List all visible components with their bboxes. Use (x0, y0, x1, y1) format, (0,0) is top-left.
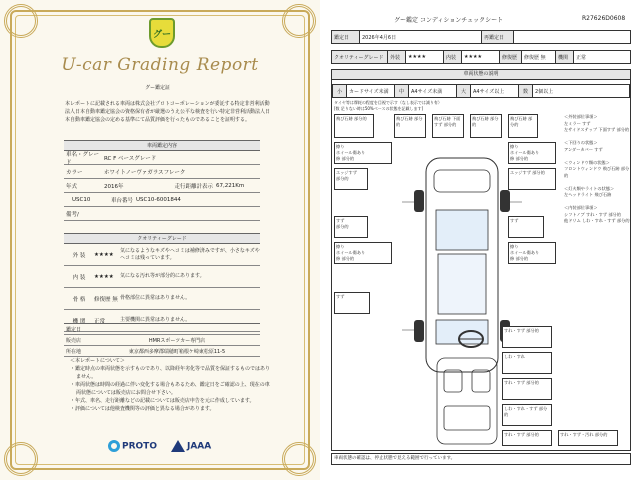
legend-line: ＜灯火類やライトの状態＞ (564, 185, 615, 191)
interior-seats-icon (432, 356, 502, 446)
quality-stars: 正常 (94, 318, 106, 325)
legend-line: 左ミラー すず (564, 120, 591, 126)
legend-line: ＜ウィンドウ類の状態＞ (564, 159, 610, 165)
address-row (64, 346, 260, 357)
callout: 飛び石跡 部分的 (394, 114, 426, 138)
ext-value: ★★★★ (406, 51, 444, 64)
chassis-value: USC10-6001844 (136, 196, 181, 203)
quality-comment: 骨格部位に異常はありません。 (120, 295, 191, 301)
intro-text: 本レポートに記載される車両は株式会社プロトコーポレーションが委託する特定非営利活動法人日本自動車鑑定協会の資格保有者が厳選のうえ公平な検査を行い特定非営利活動法人日本自動車鑑定協会の定める基準にて品質評価を行ったものであることを証明する。 (65, 101, 271, 123)
report-title: U-car Grading Report (61, 55, 259, 75)
goo-logo-text: グー (152, 29, 171, 40)
mileage-value: 67,221Km (216, 182, 245, 189)
quality-comment: 気になるようなキズやヘコミは補修済みですが、小さなキズやヘコミは残っています。 (120, 247, 260, 261)
reinspect-date (514, 31, 631, 44)
color-row (64, 165, 260, 179)
legend-line: 左サイドステップ 下面すず 部分的 (564, 127, 630, 132)
jaaa-logo-icon (171, 440, 185, 452)
goo-logo (149, 18, 175, 48)
quality-row-interior (64, 266, 260, 288)
vehicle-section-head: 車両鑑定内容 (64, 140, 260, 151)
dealer-value: HMRスポーツカー専門店 (148, 337, 206, 344)
model-label: 車名・グレード (66, 151, 100, 166)
year-row (64, 179, 260, 193)
callout: すず (334, 292, 370, 314)
size-mid: 中 (395, 85, 409, 98)
legend-line: ＜下回りの状態＞ (564, 140, 598, 145)
proto-logo-text: PROTO (122, 441, 157, 452)
callout: エッジすず 部分的 (508, 168, 556, 190)
callout: 飛び石跡 部分的 (470, 114, 502, 138)
chassis-label: 車台番号 (110, 197, 133, 204)
engine-value: 正常 (574, 51, 631, 64)
legend-line: 左ヘッドライト 飛び石跡 (564, 192, 612, 197)
sheet-title: グー鑑定 コンディションチェックシート (394, 17, 504, 24)
quality-label: 外 装 (72, 252, 86, 259)
size-large-desc: A4サイズ以上 (471, 85, 519, 98)
footer-logos (108, 440, 211, 452)
quality-label: 機 関 (72, 318, 86, 325)
callout: すず 部分的 (334, 216, 368, 238)
dealer-label: 販売店 (66, 337, 82, 344)
engine-label: 機関 (556, 51, 574, 64)
frame-label: 修復歴 (500, 51, 522, 64)
grade-label: クオリティーグレード (332, 51, 388, 64)
certificate-label: グー鑑定証 (145, 85, 171, 91)
inspect-date-label: 鑑定日 (66, 326, 82, 333)
report-notes (70, 357, 270, 413)
ornament-corner (4, 4, 38, 38)
note-item: ・車両状態は時間の経過に伴い変化する場合もあるため、鑑定日をご確認の上、現在の車両状態については販売店にお問合せ下さい。 (70, 382, 270, 396)
size-mid-desc: A4サイズ未満 (409, 85, 457, 98)
legend-line: ＜内装部位事項＞ (564, 205, 598, 210)
size-large: 大 (457, 85, 471, 98)
legend-line: フロントウィンドウ 飛び石跡 部分的 (564, 166, 630, 178)
note-item: ・年式、車名、走行距離などの記載については販売店申告を元に作成しています。 (70, 398, 255, 404)
jaaa-logo (171, 440, 211, 452)
int-label: 内装 (444, 51, 462, 64)
inspect-label: 鑑定日 (332, 31, 360, 44)
int-value: ★★★★ (462, 51, 500, 64)
quality-stars: ★★★★ (94, 251, 114, 258)
quality-section (64, 233, 260, 332)
callout: エッジすず 部分的 (334, 168, 368, 190)
inspect-date: 2026年4月6日 (360, 31, 482, 44)
type-code: USC10 (72, 196, 91, 203)
size-legend (332, 84, 630, 98)
model-row (64, 151, 260, 165)
dealer-section (64, 323, 260, 357)
callout: すれ・すず 部分的 (502, 326, 552, 348)
chassis-row (64, 193, 260, 207)
steering-wheel-icon (456, 328, 486, 350)
diagram-head: 車両状態の説明 (331, 69, 631, 80)
quality-row-exterior (64, 244, 260, 266)
condition-diagram (331, 80, 631, 451)
mileage-label: 走行距離計表示 (174, 183, 213, 190)
ornament-corner (282, 4, 316, 38)
proto-logo (108, 440, 157, 452)
dealer-row (64, 335, 260, 346)
callout: 擦り ホイール傷あり 修 部分的 (334, 242, 392, 264)
legend-line: ＜外装部位事項＞ (564, 114, 598, 119)
callout: すれ・すず 部分的 (502, 430, 552, 446)
year-label: 年式 (66, 183, 78, 190)
proto-logo-icon (108, 440, 120, 452)
count-value: 2個以上 (533, 85, 630, 98)
quality-label: 内 装 (72, 274, 86, 281)
grade-table (331, 50, 631, 64)
condition-legend (564, 114, 630, 225)
quality-comment: 気になる汚れ等が部分的にあります。 (120, 273, 205, 279)
diagram-note: タイヤ等は摩耗の程度を目視で示す（なし表示では減り有） [数 足りない時は50%ベースの状態を記載します] (334, 100, 442, 111)
callout: すれ・すず 部分的 (502, 378, 552, 400)
note-item: ・鑑定時点の車両状態を示すものであり、以降経年劣化等で品質を保証するものではありません。 (70, 366, 271, 380)
legend-line: アンダーカバー すず (564, 146, 603, 152)
callout: しわ・すれ (502, 352, 552, 374)
quality-stars: ★★★★ (94, 273, 114, 280)
quality-comment: 主要機関に異常はありません。 (120, 317, 191, 323)
size-small-desc: カードサイズ未満 (347, 85, 395, 98)
jaaa-logo-text: JAAA (186, 441, 212, 452)
condition-check-sheet (320, 0, 640, 480)
date-table (331, 30, 631, 44)
frame-value: 修復歴 無 (522, 51, 556, 64)
remarks-row (64, 207, 260, 221)
reinspect-label: 再鑑定日 (482, 31, 514, 44)
quality-row-frame (64, 288, 260, 310)
quality-label: 骨 格 (72, 296, 86, 303)
ornament-corner (282, 442, 316, 476)
legend-line: シフトノブ すれ・すず 部分的 (564, 211, 621, 217)
callout: しわ・すれ・すず 部分的 (502, 404, 552, 426)
remarks-label: 備考/ (66, 211, 79, 218)
address-label: 所在地 (66, 348, 82, 355)
callout: すれ・すず・汚れ 部分的 (558, 430, 618, 446)
model-value: RC F ベースグレード (104, 155, 157, 162)
notes-heading: ＜本レポートについて＞ (70, 358, 125, 364)
size-small: 小 (333, 85, 347, 98)
ornament-corner (4, 442, 38, 476)
quality-stars: 修復歴 無 (94, 296, 118, 303)
legend-line: 他ドリム しわ・すれ・すず 部分的 (564, 218, 630, 223)
callout: 飛び石跡 部分的 (334, 114, 374, 138)
quality-section-head: クオリティーグレード (64, 233, 260, 244)
callout: 擦り ホイール傷あり 修 部分的 (508, 142, 556, 164)
address-value: 東京都西多摩郡瑞穂町箱根ケ崎東松原11-5 (128, 348, 226, 355)
color-value: ホワイトノーヴァガラスフレーク (104, 169, 186, 176)
count-label: 数 (519, 85, 533, 98)
callout: 擦り ホイール傷あり 修 部分的 (508, 242, 556, 264)
color-label: カラー (66, 169, 83, 176)
sheet-footer: 車両状態の確認は、停止状態で見える範囲で行っています。 (331, 453, 631, 465)
inspect-date-row (64, 324, 260, 335)
sheet-code: R27626D0608 (582, 15, 626, 22)
callout: 飛び石跡 部分的 (508, 114, 538, 138)
vehicle-section (64, 140, 260, 221)
note-item: ・評価については他検査機関等の評価と異なる場合があります。 (70, 406, 215, 412)
callout: 擦り ホイール傷あり 修 部分的 (334, 142, 392, 164)
callout: 飛び石跡 下面すず 部分的 (432, 114, 464, 138)
callout: すず (508, 216, 544, 238)
year-value: 2016年 (104, 183, 124, 190)
ext-label: 外装 (388, 51, 406, 64)
